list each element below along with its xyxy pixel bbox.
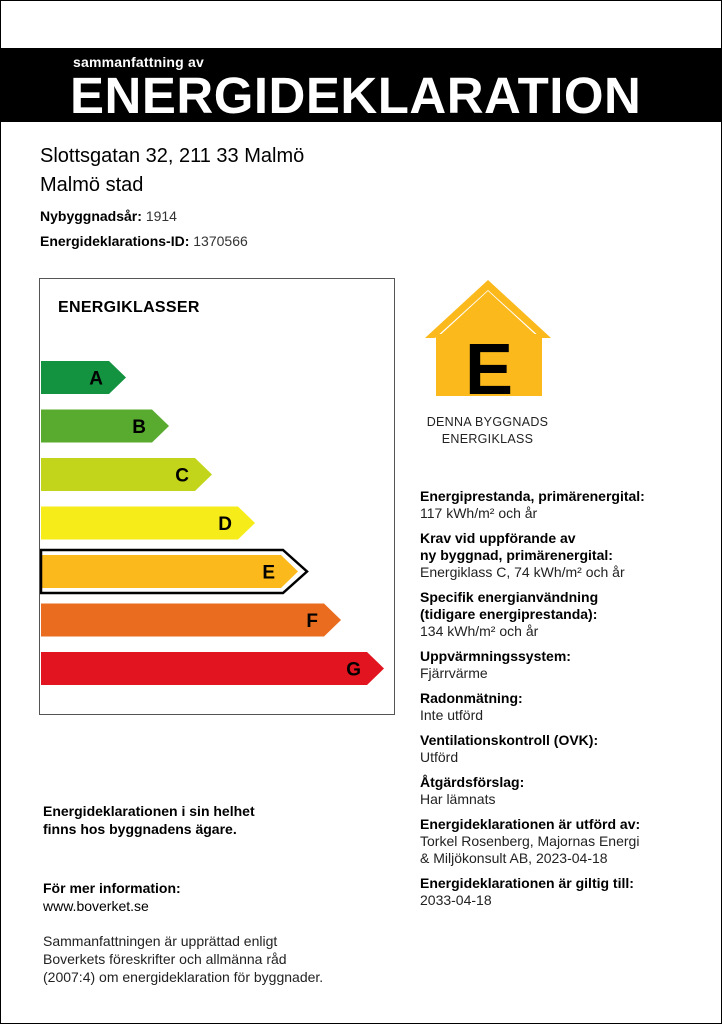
more-info-link[interactable]: www.boverket.se bbox=[43, 898, 149, 914]
info-list bbox=[420, 488, 710, 917]
energy-class-arrow-e bbox=[41, 555, 298, 588]
info-label-3-line-2: (tidigare energiprestanda): bbox=[420, 606, 598, 622]
energy-class-arrow-g bbox=[41, 652, 384, 685]
header-banner bbox=[0, 48, 722, 122]
more-info-label: För mer information: bbox=[43, 880, 181, 896]
legal-text-body bbox=[43, 932, 403, 986]
info-label-9-line-1: Energideklarationen är giltig till: bbox=[420, 875, 634, 891]
build-year-label: Nybyggnadsår: bbox=[40, 208, 142, 224]
info-label-7-line-1: Åtgärdsförslag: bbox=[420, 774, 525, 790]
info-value-3 bbox=[420, 623, 710, 640]
info-label-4-line-1: Uppvärmningssystem: bbox=[420, 648, 571, 664]
badge-caption-line-2: ENERGIKLASS bbox=[441, 432, 534, 446]
energy-class-letter-f: F bbox=[306, 611, 318, 632]
info-label-8 bbox=[420, 816, 710, 833]
info-value-1 bbox=[420, 505, 710, 522]
info-label-6 bbox=[420, 732, 710, 749]
energy-class-letter-b: B bbox=[132, 417, 146, 438]
info-value-4 bbox=[420, 665, 710, 682]
header-title: ENERGIDEKLARATION bbox=[70, 67, 642, 124]
more-info bbox=[43, 879, 181, 915]
info-value-8-line-2: & Miljökonsult AB, 2023-04-18 bbox=[420, 850, 608, 866]
legal-line-1: Sammanfattningen är upprättad enligt bbox=[43, 933, 278, 949]
legal-line-3: (2007:4) om energideklaration för byggnader. bbox=[43, 969, 324, 985]
info-value-7 bbox=[420, 791, 710, 808]
declaration-id-label: Energideklarations-ID: bbox=[40, 233, 190, 249]
info-label-1 bbox=[420, 488, 710, 505]
energy-class-arrow-b bbox=[41, 410, 169, 443]
notice-line-1: Energideklarationen i sin helhet bbox=[43, 803, 255, 819]
info-label-7 bbox=[420, 774, 710, 791]
info-value-5-line-1: Inte utförd bbox=[420, 707, 484, 723]
info-value-2 bbox=[420, 564, 710, 581]
energy-class-letter-g: G bbox=[346, 659, 361, 681]
header-subtitle: sammanfattning av bbox=[73, 54, 204, 70]
notice-line-2: finns hos byggnadens ägare. bbox=[43, 821, 237, 837]
info-value-7-line-1: Har lämnats bbox=[420, 791, 496, 807]
legal-text bbox=[43, 932, 403, 986]
badge-letter: E bbox=[464, 330, 514, 410]
info-label-2-line-1: Krav vid uppförande av bbox=[420, 530, 576, 546]
info-value-8-line-1: Torkel Rosenberg, Majornas Energi bbox=[420, 833, 640, 849]
energy-class-arrow-a bbox=[41, 361, 126, 394]
energy-class-letter-d: D bbox=[218, 514, 232, 535]
energy-class-letter-c: C bbox=[175, 465, 189, 487]
badge-caption-line-1: DENNA BYGGNADS bbox=[426, 415, 549, 429]
info-label-6-line-1: Ventilationskontroll (OVK): bbox=[420, 732, 599, 748]
declaration-id-value: 1370566 bbox=[193, 233, 248, 249]
badge-caption bbox=[405, 414, 570, 448]
info-value-6 bbox=[420, 749, 710, 766]
energy-class-scale bbox=[40, 279, 396, 716]
build-year bbox=[40, 208, 177, 224]
info-value-6-line-1: Utförd bbox=[420, 749, 459, 765]
info-value-8 bbox=[420, 833, 710, 867]
info-label-5 bbox=[420, 690, 710, 707]
info-label-9 bbox=[420, 875, 710, 892]
address-line-2: Malmö stad bbox=[40, 174, 144, 196]
info-value-5 bbox=[420, 707, 710, 724]
info-label-2-line-2: ny byggnad, primärenergital: bbox=[420, 547, 613, 563]
info-value-9 bbox=[420, 892, 710, 909]
info-value-9-line-1: 2033-04-18 bbox=[420, 892, 492, 908]
info-label-3 bbox=[420, 589, 710, 623]
build-year-value: 1914 bbox=[145, 208, 177, 224]
notice-text bbox=[43, 802, 343, 838]
info-value-2-line-1: Energiklass C, 74 kWh/m² och år bbox=[420, 564, 625, 580]
info-label-8-line-1: Energideklarationen är utförd av: bbox=[420, 816, 641, 832]
full-declaration-notice bbox=[43, 802, 343, 838]
info-value-3-line-1: 134 kWh/m² och år bbox=[420, 623, 539, 639]
energy-class-letter-a: A bbox=[89, 368, 103, 390]
info-value-4-line-1: Fjärrvärme bbox=[420, 665, 488, 681]
energy-class-letter-e: E bbox=[262, 562, 275, 584]
info-label-4 bbox=[420, 648, 710, 665]
info-value-1-line-1: 117 kWh/m² och år bbox=[420, 505, 538, 521]
energy-class-panel bbox=[39, 278, 395, 715]
energy-class-arrow-f bbox=[41, 604, 341, 637]
legal-line-2: Boverkets föreskrifter och allmänna råd bbox=[43, 951, 287, 967]
info-label-5-line-1: Radonmätning: bbox=[420, 690, 523, 706]
declaration-id bbox=[40, 233, 248, 249]
info-label-3-line-1: Specifik energianvändning bbox=[420, 589, 599, 605]
address-line-1: Slottsgatan 32, 211 33 Malmö bbox=[40, 145, 305, 167]
info-label-2 bbox=[420, 530, 710, 564]
energy-class-title: ENERGIKLASSER bbox=[58, 299, 200, 316]
info-label-1-line-1: Energiprestanda, primärenergital: bbox=[420, 488, 645, 504]
